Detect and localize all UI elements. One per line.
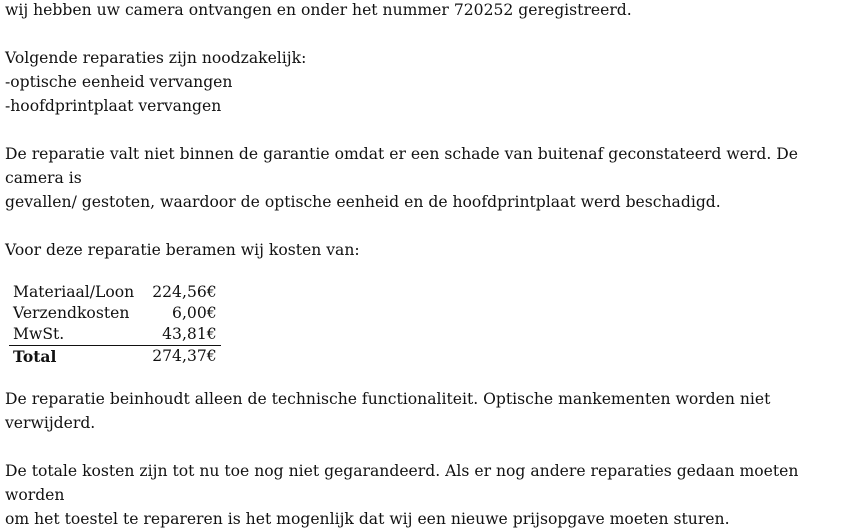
- cost-label: Materiaal/Loon: [13, 283, 135, 301]
- warranty-paragraph-line: gevallen/ gestoten, waardoor de optische eenheid en de hoofdprintplaat werd beschadigd.: [5, 193, 721, 211]
- estimate-intro: Voor deze reparatie beramen wij kosten van:: [5, 241, 360, 259]
- scope-paragraph: De reparatie beinhoudt alleen de technische functionaliteit. Optische mankementen worden niet verwijderd.: [5, 390, 771, 432]
- cost-row: [9, 282, 221, 303]
- warranty-paragraph-line: De reparatie valt niet binnen de garantie omdat er een schade van buitenaf geconstateerd werd. De camera is: [5, 145, 799, 187]
- repair-item: -optische eenheid vervangen: [5, 73, 233, 91]
- total-label: Total: [9, 346, 138, 368]
- cost-amount: 6,00€: [172, 304, 217, 322]
- letter-body: [5, 0, 845, 531]
- repairs-heading: Volgende reparaties zijn noodzakelijk:: [5, 49, 307, 67]
- repair-item: -hoofdprintplaat vervangen: [5, 97, 222, 115]
- cost-label: MwSt.: [13, 325, 65, 343]
- cost-row: [9, 324, 221, 346]
- cost-amount: 43,81€: [162, 325, 217, 343]
- cost-label: Verzendkosten: [13, 304, 130, 322]
- cost-row: [9, 303, 221, 324]
- closing-paragraph-line: De totale kosten zijn tot nu toe nog niet gegarandeerd. Als er nog andere reparaties gedaan moeten worden: [5, 462, 799, 504]
- total-row: [9, 346, 221, 368]
- cost-table: [9, 282, 221, 367]
- cost-amount: 224,56€: [152, 283, 217, 301]
- total-amount: 274,37€: [138, 346, 220, 368]
- intro-paragraph: wij hebben uw camera ontvangen en onder het nummer 720252 geregistreerd.: [5, 1, 632, 19]
- closing-paragraph-line: om het toestel te repareren is het mogenlijk dat wij een nieuwe prijsopgave moeten sturen.: [5, 510, 730, 528]
